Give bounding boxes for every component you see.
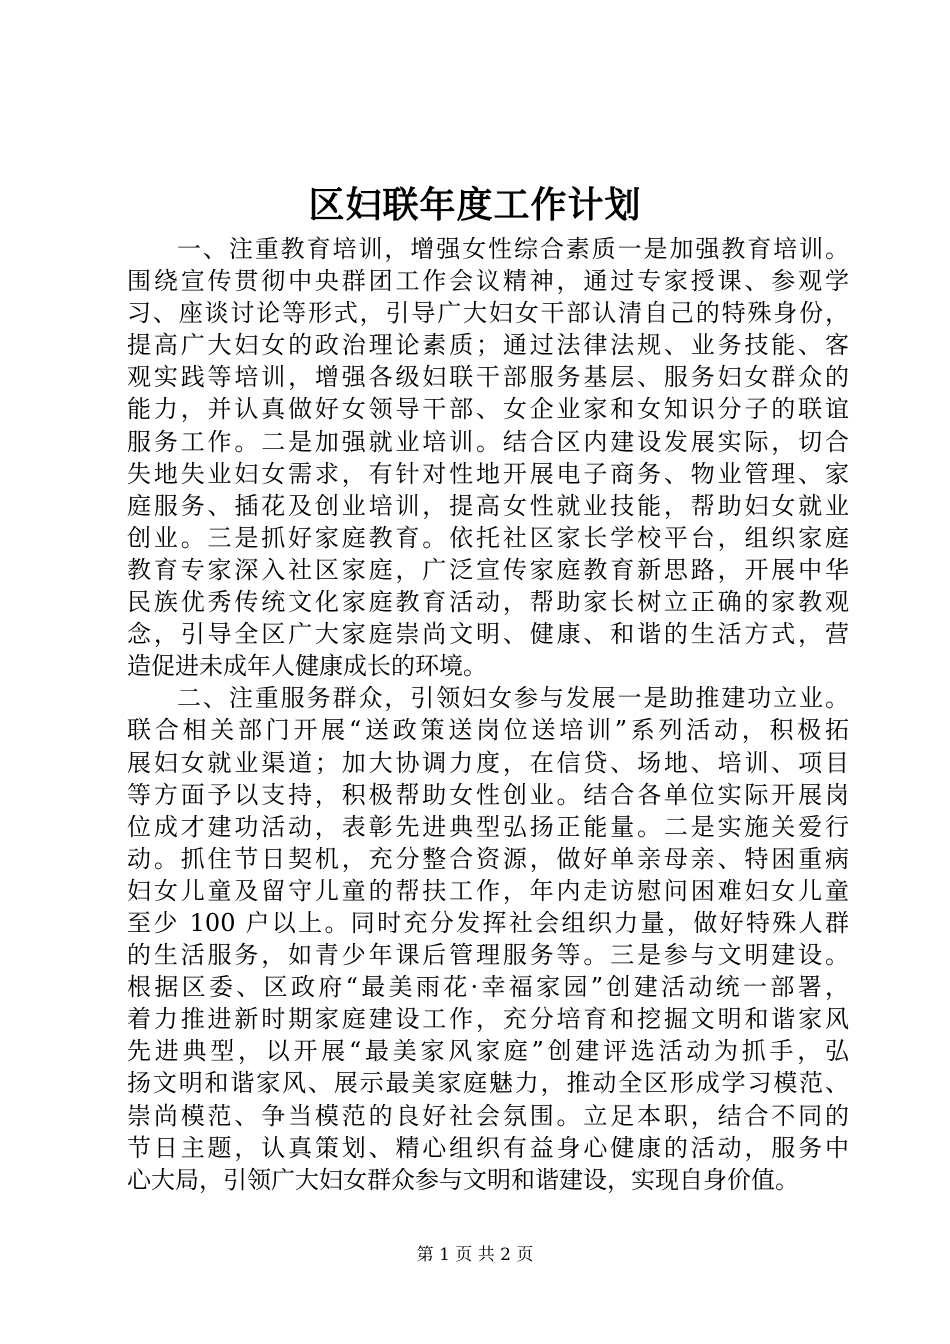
text-line: 观实践等培训，增强各级妇联干部服务基层、服务妇女群众的 <box>127 363 849 392</box>
text-line: 节日主题，认真策划、精心组织有益身心健康的活动，服务中 <box>127 1133 849 1162</box>
text-line: 先进典型，以开展“最美家风家庭”创建评选活动为抓手，弘 <box>127 1037 849 1066</box>
text-line: 至少 100 户以上。同时充分发挥社会组织力量，做好特殊人群 <box>127 908 849 937</box>
text-line: 二、注重服务群众，引领妇女参与发展一是助推建功立业。 <box>177 684 849 713</box>
document-title: 区妇联年度工作计划 <box>308 184 642 226</box>
text-line: 念，引导全区广大家庭崇尚文明、健康、和谐的生活方式，营 <box>127 620 849 649</box>
text-line: 等方面予以支持，积极帮助女性创业。结合各单位实际开展岗 <box>127 780 849 809</box>
text-line: 教育专家深入社区家庭，广泛宣传家庭教育新思路，开展中华 <box>127 555 849 584</box>
page-number-footer: 第 1 页 共 2 页 <box>416 1245 534 1265</box>
text-line: 位成才建功活动，表彰先进典型弘扬正能量。二是实施关爱行 <box>127 812 849 841</box>
text-line: 根据区委、区政府“最美雨花·幸福家园”创建活动统一部署， <box>127 973 849 1002</box>
text-line: 失地失业妇女需求，有针对性地开展电子商务、物业管理、家 <box>127 459 849 488</box>
text-line: 围绕宣传贯彻中央群团工作会议精神，通过专家授课、参观学 <box>127 267 849 296</box>
text-line: 联合相关部门开展“送政策送岗位送培训”系列活动，积极拓 <box>127 716 849 745</box>
text-line: 崇尚模范、争当模范的良好社会氛围。立足本职，结合不同的 <box>127 1101 849 1130</box>
text-line: 心大局，引领广大妇女群众参与文明和谐建设，实现自身价值。 <box>127 1165 799 1194</box>
document-body <box>127 233 849 1196</box>
text-line: 民族优秀传统文化家庭教育活动，帮助家长树立正确的家教观 <box>127 588 849 617</box>
text-line: 提高广大妇女的政治理论素质；通过法律法规、业务技能、客 <box>127 331 849 360</box>
text-line: 创业。三是抓好家庭教育。依托社区家长学校平台，组织家庭 <box>127 523 849 552</box>
text-line: 妇女儿童及留守儿童的帮扶工作，年内走访慰问困难妇女儿童 <box>127 876 849 905</box>
text-line: 着力推进新时期家庭建设工作，充分培育和挖掘文明和谐家风 <box>127 1005 849 1034</box>
text-line: 造促进未成年人健康成长的环境。 <box>127 652 487 681</box>
text-line: 习、座谈讨论等形式，引导广大妇女干部认清自己的特殊身份， <box>127 299 849 328</box>
text-line: 服务工作。二是加强就业培训。结合区内建设发展实际，切合 <box>127 427 849 456</box>
text-line: 一、注重教育培训，增强女性综合素质一是加强教育培训。 <box>177 235 849 263</box>
text-line: 扬文明和谐家风、展示最美家庭魅力，推动全区形成学习模范、 <box>127 1069 849 1098</box>
text-line: 能力，并认真做好女领导干部、女企业家和女知识分子的联谊 <box>127 395 849 424</box>
text-line: 动。抓住节日契机，充分整合资源，做好单亲母亲、特困重病 <box>127 844 849 873</box>
text-line: 的生活服务，如青少年课后管理服务等。三是参与文明建设。 <box>127 941 849 970</box>
text-line: 庭服务、插花及创业培训，提高女性就业技能，帮助妇女就业 <box>127 491 849 520</box>
text-line: 展妇女就业渠道；加大协调力度，在信贷、场地、培训、项目 <box>127 748 849 777</box>
